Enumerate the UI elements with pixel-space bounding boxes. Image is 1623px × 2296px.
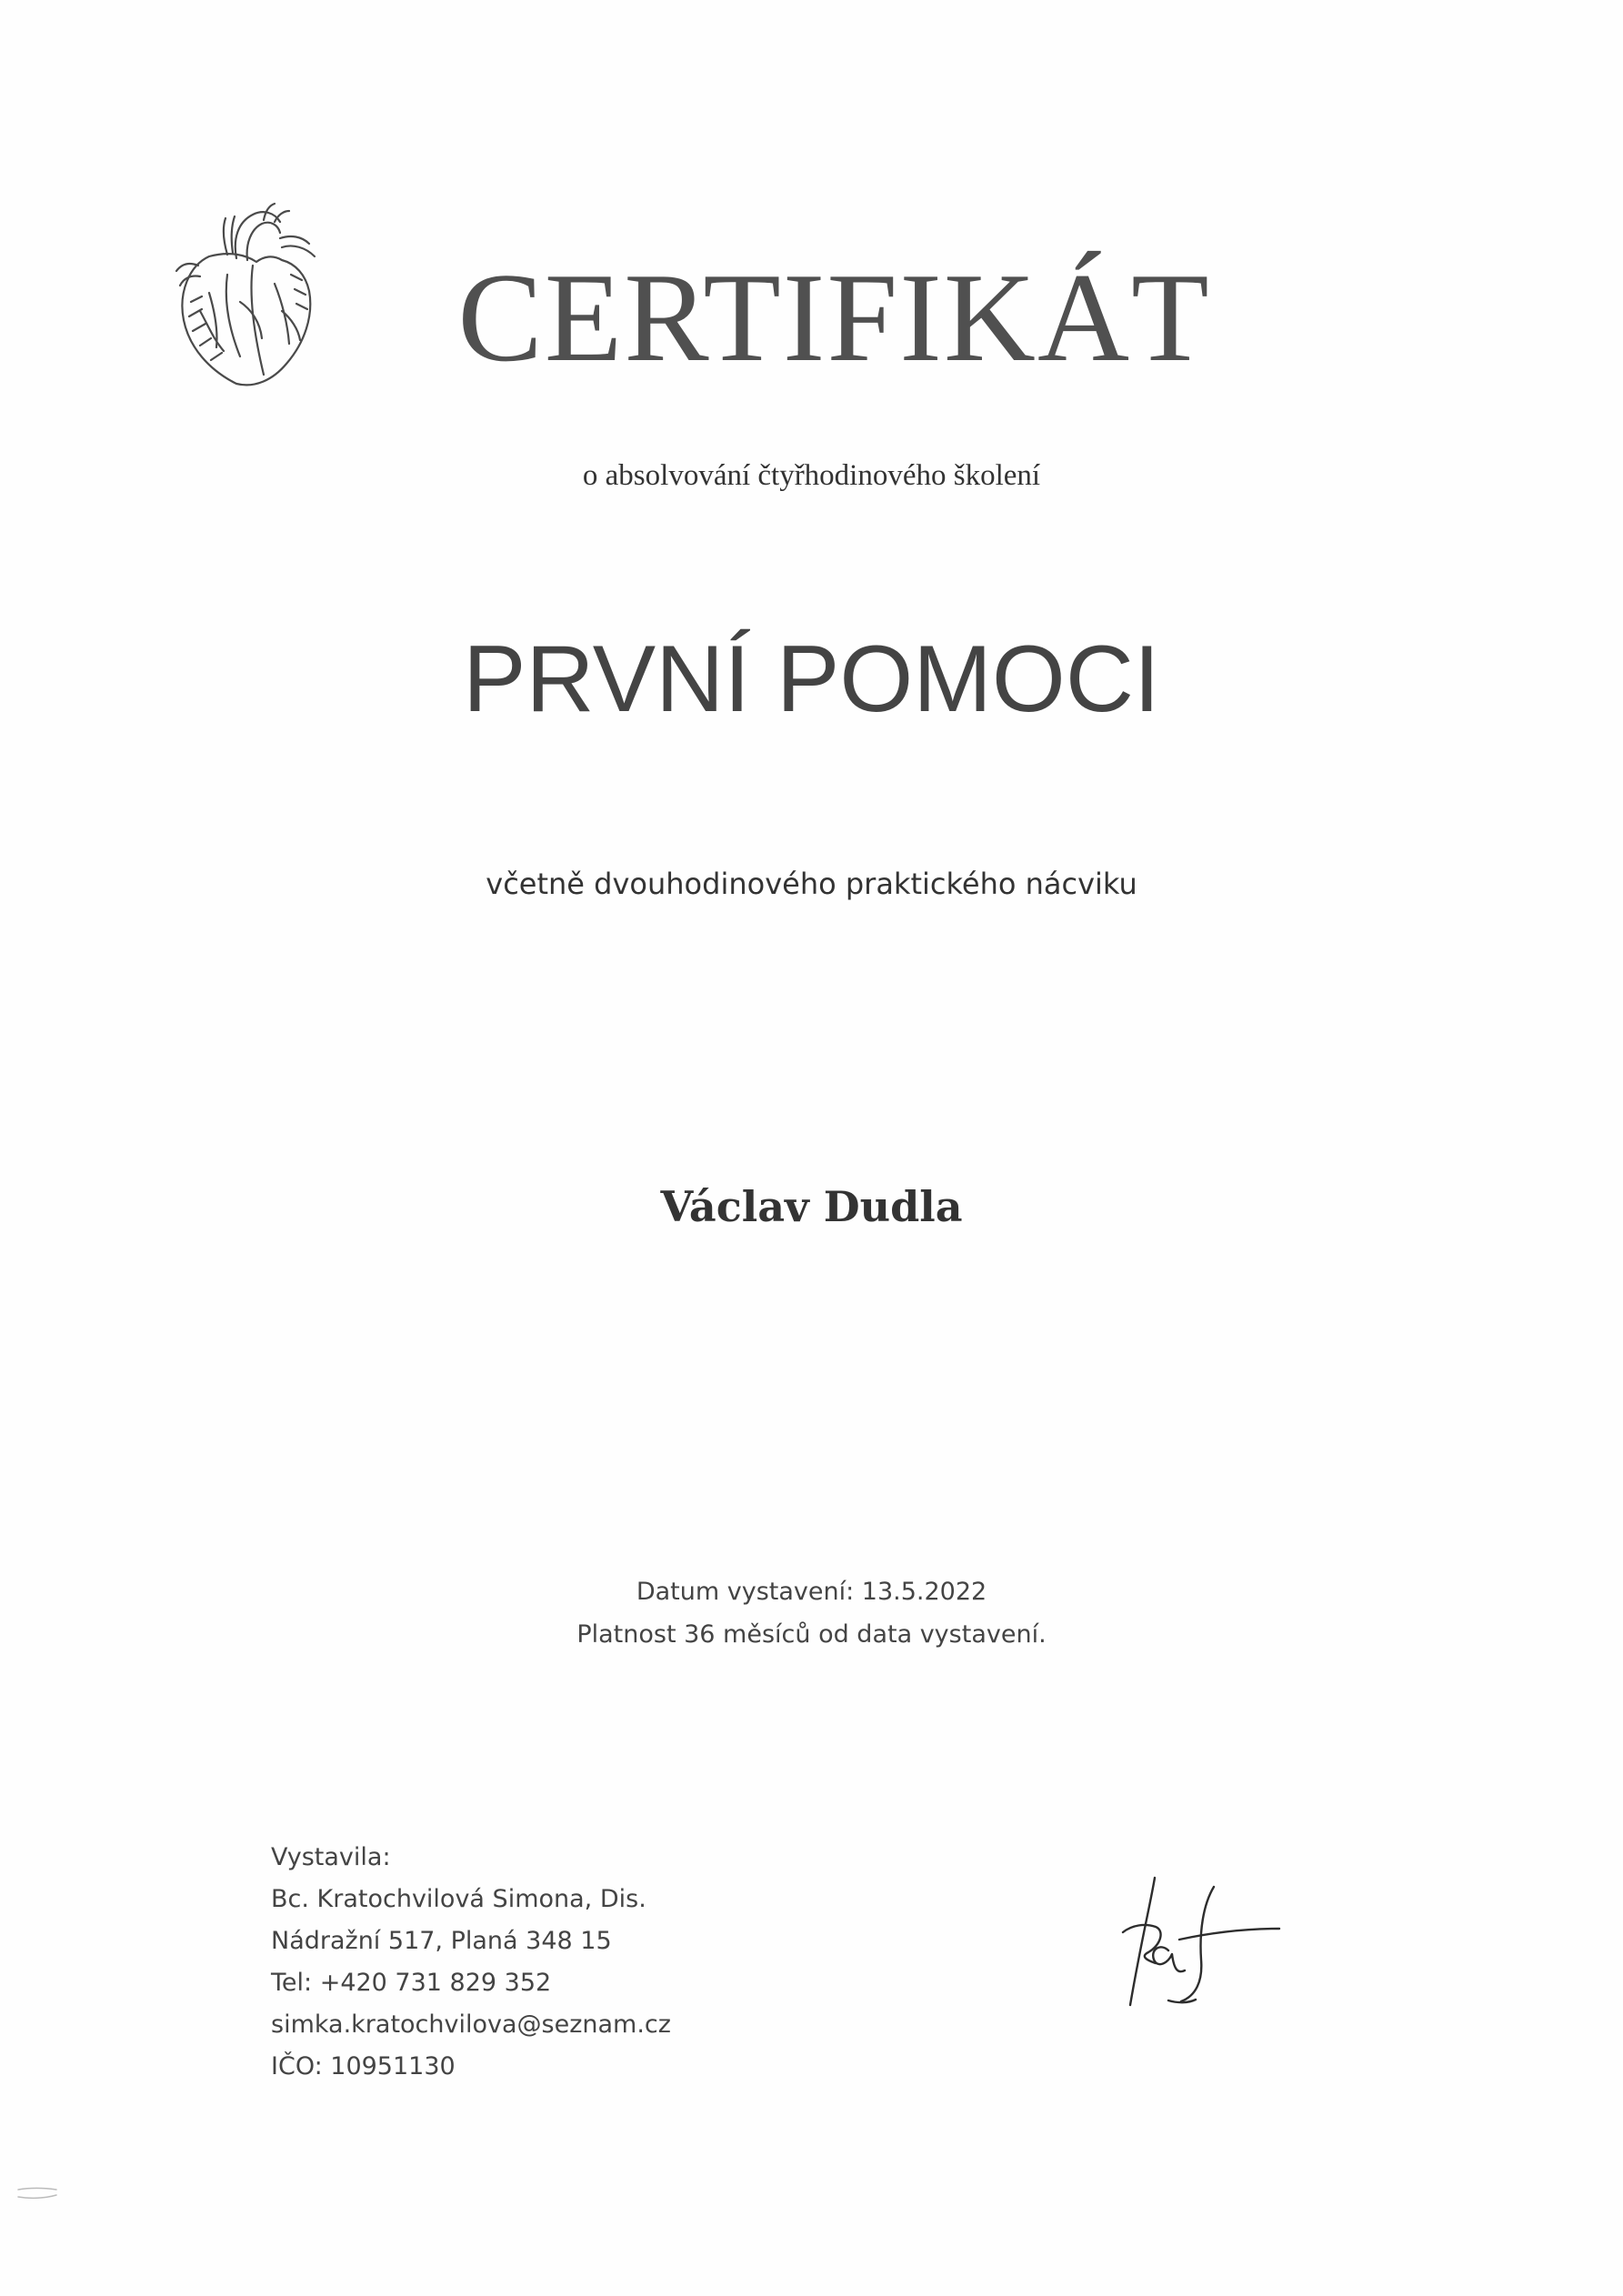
practical-note: včetně dvouhodinového praktického nácviku	[486, 867, 1137, 901]
course-name: PRVNÍ POMOCI	[463, 627, 1160, 732]
issuer-name: Bc. Kratochvilová Simona, Dis.	[271, 1885, 646, 1913]
issuer-address: Nádražní 517, Planá 348 15	[271, 1927, 612, 1955]
issuer-heading: Vystavila:	[271, 1843, 391, 1871]
certificate-title: CERTIFIKÁT	[457, 247, 1211, 388]
handwritten-signature	[1105, 1869, 1296, 2010]
issuer-phone: Tel: +420 731 829 352	[271, 1969, 552, 1997]
scan-mark	[16, 2184, 62, 2202]
validity-note: Platnost 36 měsíců od data vystavení.	[576, 1620, 1047, 1649]
certificate-subtitle: o absolvování čtyřhodinového školení	[582, 459, 1041, 492]
recipient-name: Václav Dudla	[660, 1182, 963, 1231]
issuer-email: simka.kratochvilova@seznam.cz	[271, 2010, 671, 2039]
issuer-ico: IČO: 10951130	[271, 2052, 456, 2080]
issuer-block	[271, 1837, 671, 2088]
issue-info	[0, 1570, 1623, 1656]
issue-date: Datum vystavení: 13.5.2022	[636, 1578, 987, 1606]
